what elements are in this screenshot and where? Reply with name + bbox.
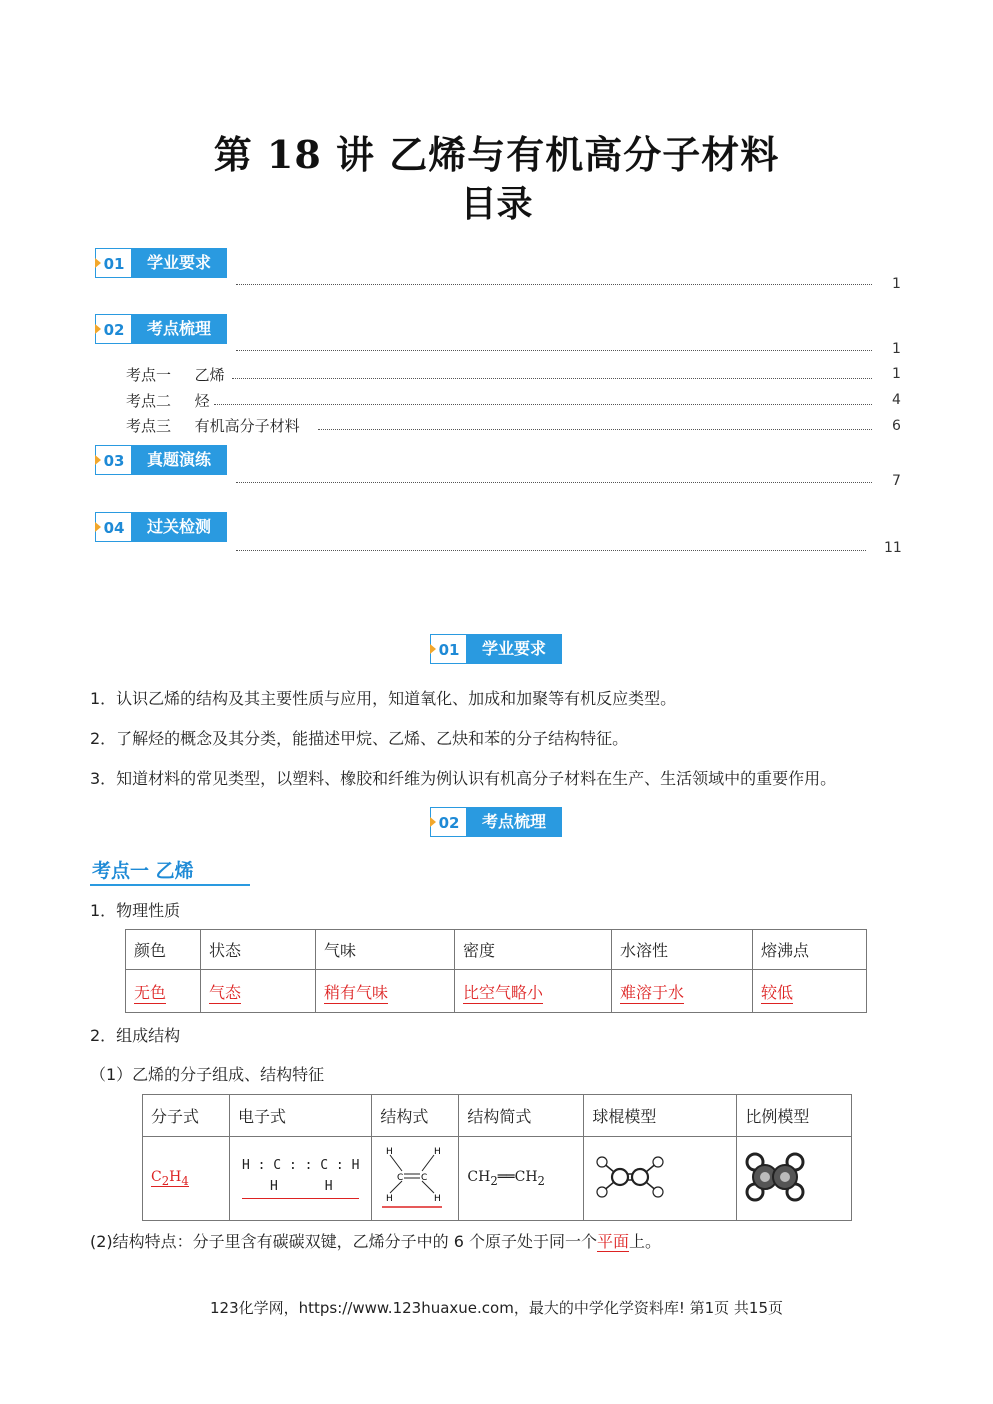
- table-header-cell: 电子式: [230, 1095, 372, 1137]
- page-title: 第 18 讲 乙烯与有机高分子材料: [213, 132, 780, 177]
- toc-leader: [236, 284, 872, 285]
- badge-label: 真题演练: [131, 445, 227, 475]
- structural-formula: [372, 1137, 459, 1221]
- svg-text:H: H: [434, 1146, 442, 1157]
- toc-badge-01[interactable]: [95, 248, 895, 280]
- svg-text:H: H: [386, 1146, 394, 1157]
- toc-item-kaodian2[interactable]: [126, 390, 210, 411]
- svg-text:H: H: [386, 1193, 394, 1204]
- toc-item-text: 乙烯: [194, 366, 225, 384]
- toc-leader: [214, 404, 872, 405]
- table-row: [143, 1137, 852, 1221]
- badge-number: 02: [430, 807, 468, 837]
- svg-text:C: C: [421, 1172, 428, 1183]
- toc-page-number: 1: [892, 276, 901, 292]
- table-header-cell: 密度: [455, 930, 612, 970]
- badge-number: 02: [95, 314, 133, 344]
- badge-number: 04: [95, 512, 133, 542]
- toc-title: 目录: [460, 183, 533, 225]
- toc-page-number: 11: [884, 540, 902, 556]
- table-header-cell: 气味: [316, 930, 455, 970]
- physical-properties-title: 1．物理性质: [90, 901, 181, 920]
- electron-formula: H : C : : C : H H H: [230, 1137, 372, 1221]
- table-header-cell: 熔沸点: [753, 930, 867, 970]
- structure-table: [142, 1094, 852, 1221]
- structural-formula-diagram: [380, 1143, 444, 1211]
- svg-text:C: C: [397, 1172, 404, 1183]
- feature-answer: 平面: [597, 1232, 630, 1251]
- simplified-structural-formula: $CH_2══CH_2$: [459, 1137, 584, 1221]
- toc-item-text: 有机高分子材料: [194, 417, 300, 435]
- toc-page-number: 1: [892, 341, 901, 357]
- badge-number: 01: [95, 248, 133, 278]
- svg-text:H: H: [434, 1193, 442, 1204]
- table-header-cell: 球棍模型: [584, 1095, 737, 1137]
- table-header-row: [126, 930, 867, 970]
- physical-properties-table: [125, 929, 867, 1013]
- badge-label: 学业要求: [131, 248, 227, 278]
- table-cell-answer: 气态: [201, 970, 316, 1013]
- structure-subtitle: （1）乙烯的分子组成、结构特征: [90, 1065, 325, 1084]
- table-header-cell: 结构式: [372, 1095, 459, 1137]
- table-cell-answer: 比空气略小: [455, 970, 612, 1013]
- toc-item-kaodian1[interactable]: [126, 364, 225, 385]
- composition-title: 2．组成结构: [90, 1026, 181, 1045]
- table-header-cell: 比例模型: [737, 1095, 852, 1137]
- table-cell-answer: 较低: [753, 970, 867, 1013]
- table-cell-answer: 难溶于水: [612, 970, 753, 1013]
- table-header-cell: 状态: [201, 930, 316, 970]
- requirement-1: 1．认识乙烯的结构及其主要性质与应用，知道氧化、加成和加聚等有机反应类型。: [90, 689, 677, 708]
- toc-leader: [236, 550, 866, 551]
- ball-stick-model-image: [592, 1152, 668, 1202]
- structure-feature: (2)结构特点：分子里含有碳碳双键，乙烯分子中的 6 个原子处于同一个平面上。: [90, 1232, 662, 1251]
- toc-page-number: 1: [892, 366, 901, 382]
- page-footer: 123化学网，https://www.123huaxue.com，最大的中学化学资料库! 第1页 共15页: [209, 1299, 784, 1317]
- toc-leader: [236, 482, 872, 483]
- badge-number: 01: [430, 634, 468, 664]
- toc-item-label: 考点二: [126, 392, 172, 410]
- table-header-row: [143, 1095, 852, 1137]
- toc-leader: [318, 429, 872, 430]
- table-header-cell: 结构简式: [459, 1095, 584, 1137]
- section-heading-kaodian1: 考点一 乙烯: [92, 860, 194, 882]
- toc-item-label: 考点一: [126, 366, 172, 384]
- badge-number: 03: [95, 445, 133, 475]
- requirement-3: 3．知道材料的常见类型，以塑料、橡胶和纤维为例认识有机高分子材料在生产、生活领域中的重要作用。: [90, 769, 837, 788]
- table-header-cell: 水溶性: [612, 930, 753, 970]
- toc-page-number: 4: [892, 392, 901, 408]
- space-filling-model-image: [745, 1152, 805, 1202]
- toc-leader: [232, 378, 872, 379]
- badge-label: 考点梳理: [466, 807, 562, 837]
- section-heading-underline: [90, 884, 250, 886]
- table-row: [126, 970, 867, 1013]
- molecular-formula: $C_2H_4$: [143, 1137, 230, 1221]
- toc-item-label: 考点三: [126, 417, 172, 435]
- requirement-2: 2．了解烃的概念及其分类，能描述甲烷、乙烯、乙炔和苯的分子结构特征。: [90, 729, 629, 748]
- table-cell-answer: 稍有气味: [316, 970, 455, 1013]
- space-filling-model: [737, 1137, 852, 1221]
- badge-label: 考点梳理: [131, 314, 227, 344]
- badge-label: 学业要求: [466, 634, 562, 664]
- toc-page-number: 7: [892, 473, 901, 489]
- toc-item-kaodian3[interactable]: [126, 415, 300, 436]
- table-header-cell: 分子式: [143, 1095, 230, 1137]
- table-header-cell: 颜色: [126, 930, 201, 970]
- toc-page-number: 6: [892, 418, 901, 434]
- ball-stick-model: [584, 1137, 737, 1221]
- table-cell-answer: 无色: [126, 970, 201, 1013]
- toc-leader: [236, 350, 872, 351]
- toc-item-text: 烃: [194, 392, 210, 410]
- badge-label: 过关检测: [131, 512, 227, 542]
